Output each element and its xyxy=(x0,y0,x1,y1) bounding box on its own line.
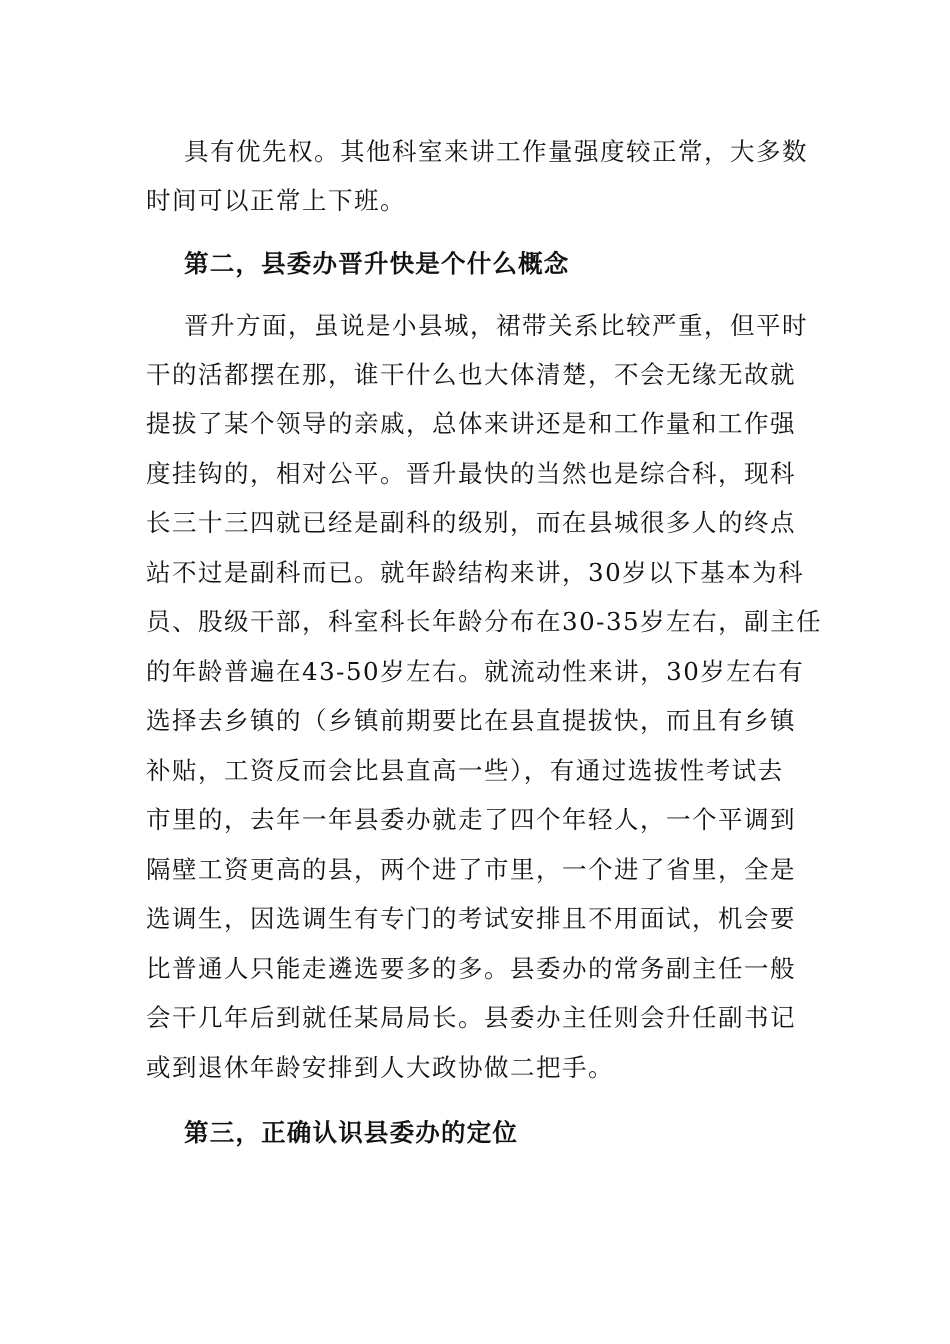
paragraph-line: 选调生，因选调生有专门的考试安排且不用面试，机会要 xyxy=(146,904,796,933)
paragraph-line: 员、股级干部，科室科长年龄分布在30-35岁左右，副主任 xyxy=(146,607,823,636)
paragraph-line: 长三十三四就已经是副科的级别，而在县城很多人的终点 xyxy=(146,508,796,537)
paragraph-line: 市里的，去年一年县委办就走了四个年轻人，一个平调到 xyxy=(146,805,796,834)
paragraph-line: 选择去乡镇的（乡镇前期要比在县直提拔快，而且有乡镇 xyxy=(146,706,796,735)
paragraph-line: 补贴，工资反而会比县直高一些），有通过选拔性考试去 xyxy=(146,756,784,785)
paragraph-line: 隔壁工资更高的县，两个进了市里，一个进了省里，全是 xyxy=(146,855,796,884)
paragraph-line: 具有优先权。其他科室来讲工作量强度较正常，大多数 xyxy=(184,137,808,166)
paragraph-line: 提拔了某个领导的亲戚，总体来讲还是和工作量和工作强 xyxy=(146,409,796,438)
section-heading-2: 第二，县委办晋升快是个什么概念 xyxy=(184,249,570,278)
paragraph-line: 干的活都摆在那，谁干什么也大体清楚，不会无缘无故就 xyxy=(146,360,796,389)
paragraph-line: 站不过是副科而已。就年龄结构来讲，30岁以下基本为科 xyxy=(146,558,805,587)
paragraph-line: 时间可以正常上下班。 xyxy=(146,186,406,215)
paragraph-line: 或到退休年龄安排到人大政协做二把手。 xyxy=(146,1053,614,1082)
section-heading-3: 第三，正确认识县委办的定位 xyxy=(184,1118,519,1147)
paragraph-line: 度挂钩的，相对公平。晋升最快的当然也是综合科，现科 xyxy=(146,459,796,488)
paragraph-line: 会干几年后到就任某局局长。县委办主任则会升任副书记 xyxy=(146,1003,796,1032)
paragraph-line: 晋升方面，虽说是小县城，裙带关系比较严重，但平时 xyxy=(184,311,808,340)
paragraph-line: 比普通人只能走遴选要多的多。县委办的常务副主任一般 xyxy=(146,954,796,983)
paragraph-line: 的年龄普遍在43-50岁左右。就流动性来讲，30岁左右有 xyxy=(146,657,805,686)
